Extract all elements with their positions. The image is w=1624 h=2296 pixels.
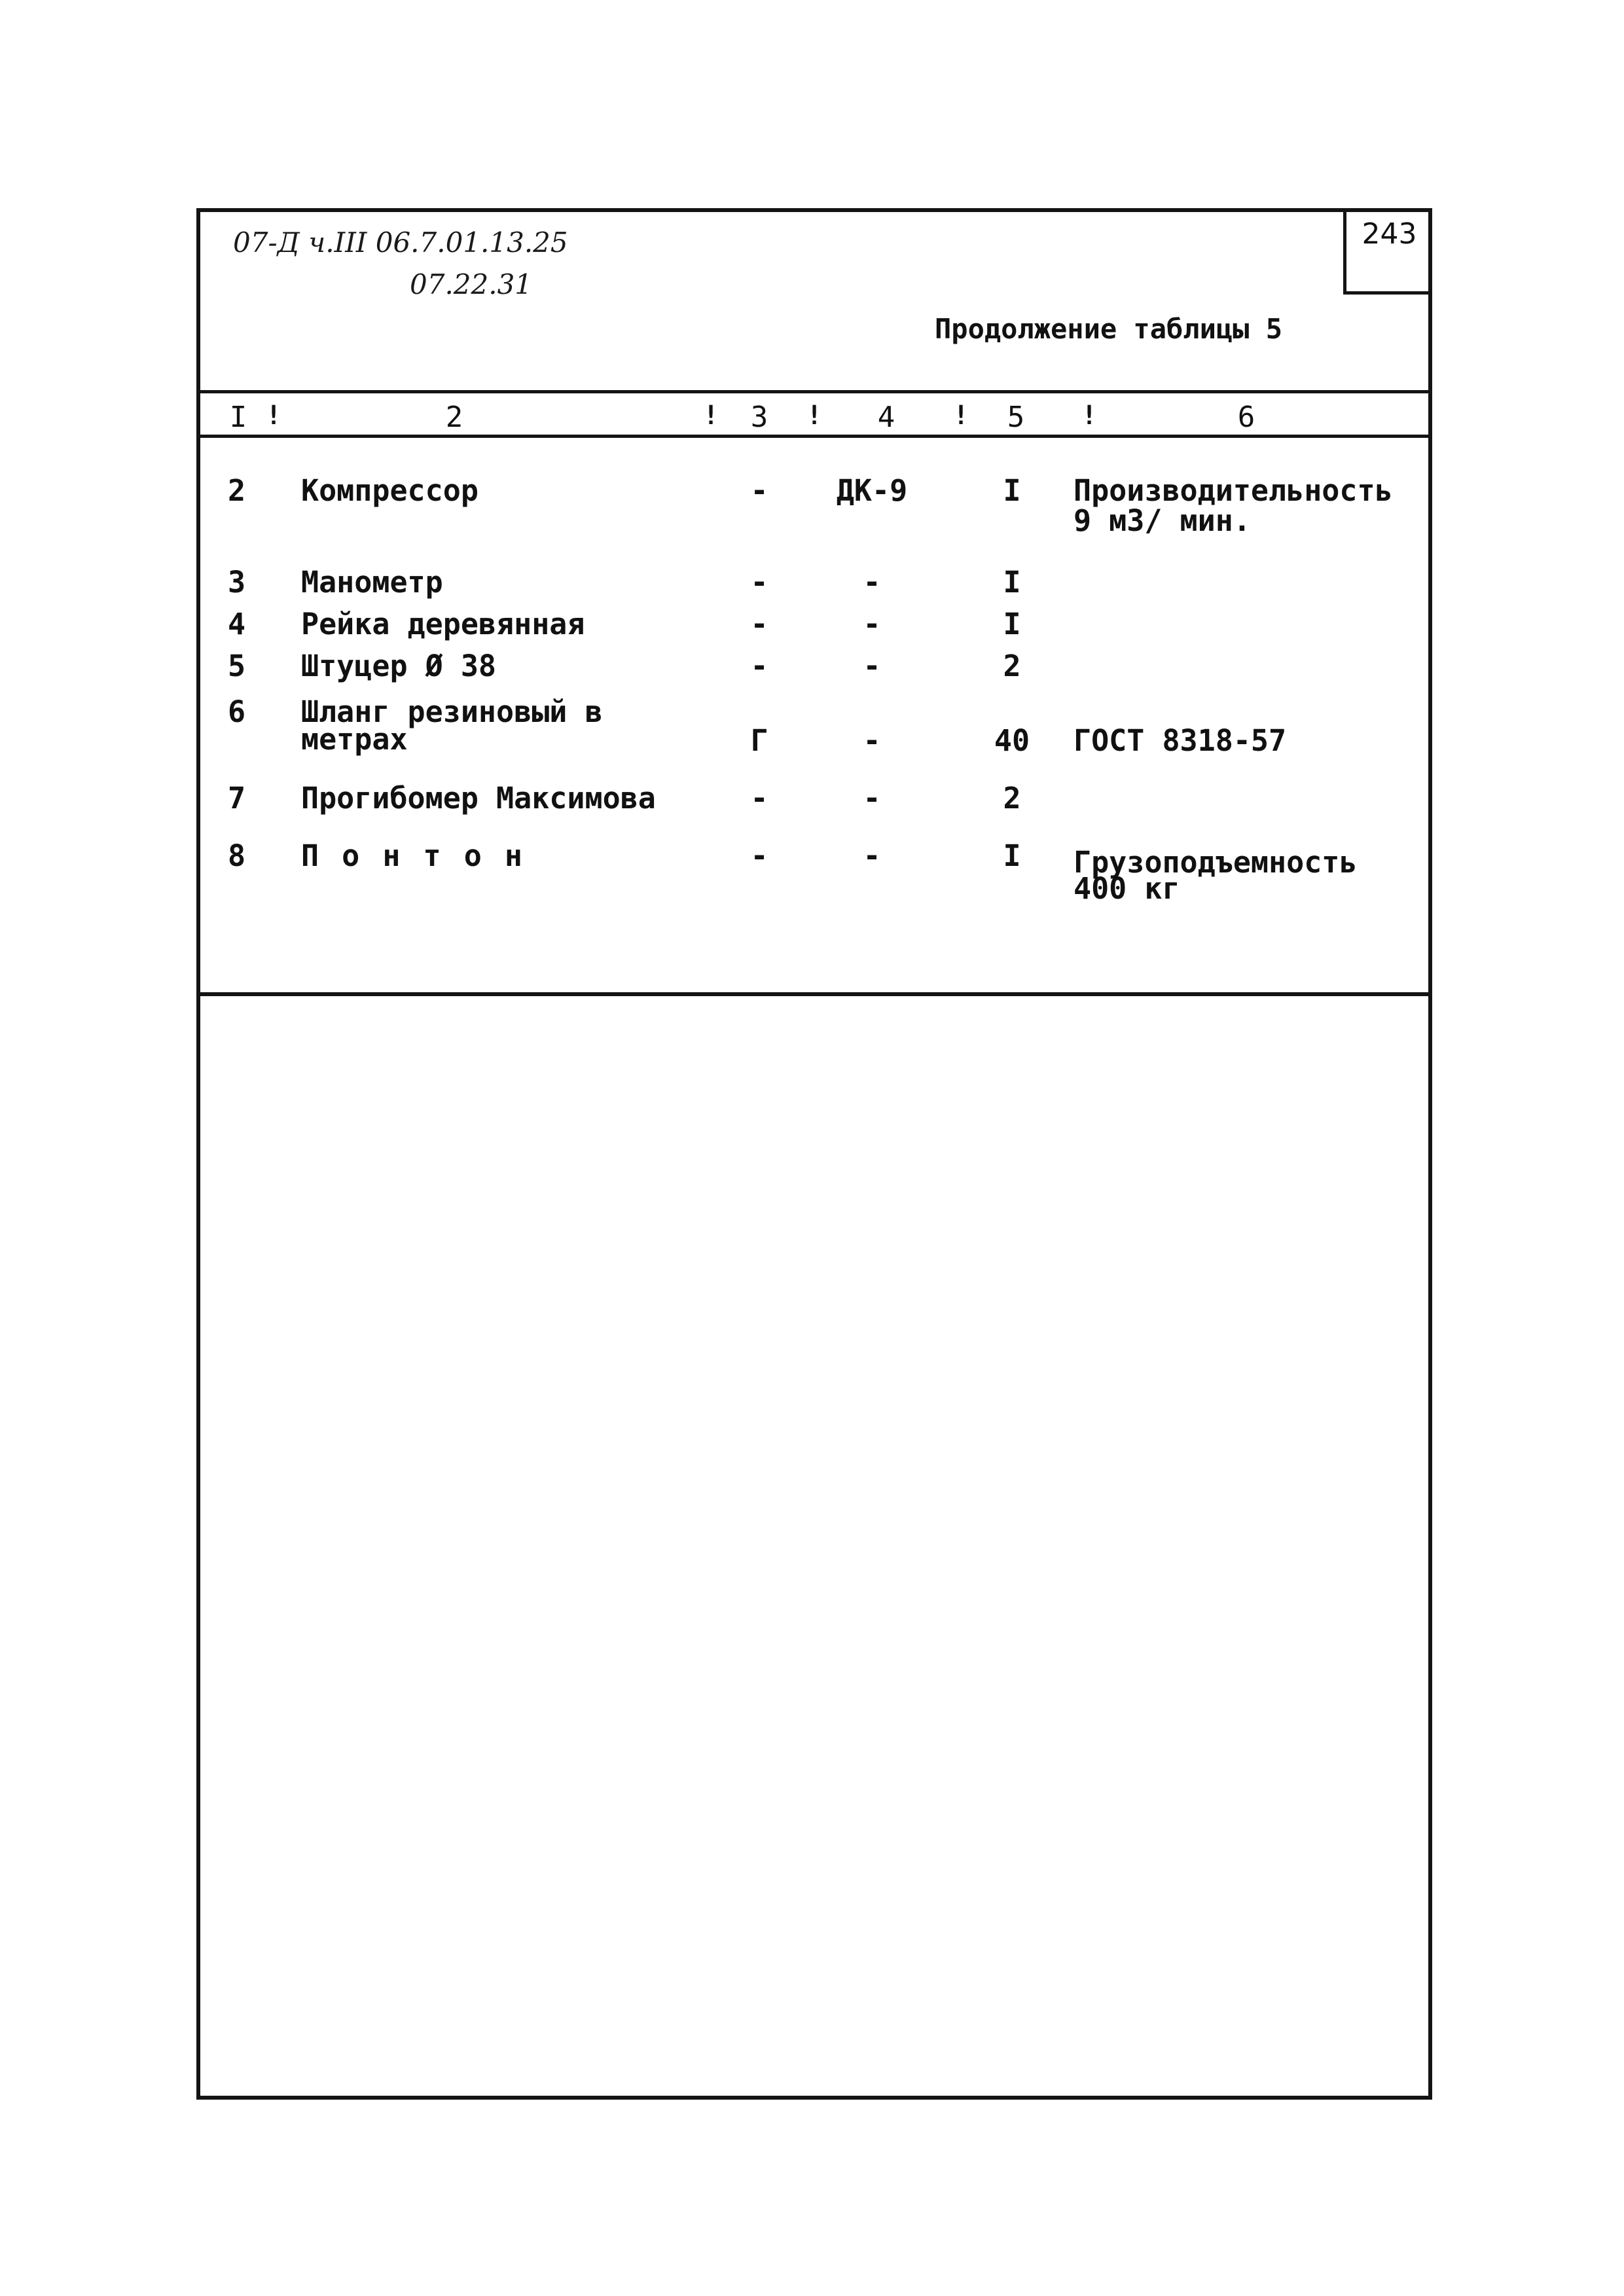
column-number: 3 — [750, 401, 768, 434]
row-number: 2 — [228, 473, 246, 508]
item-note: ГОСТ 8318-57 — [1074, 723, 1287, 758]
header-bottom-rule — [200, 435, 1428, 438]
page-number: 243 — [1343, 208, 1432, 295]
column-separator: ! — [952, 401, 969, 431]
item-note-line2: 400 кг — [1074, 871, 1180, 906]
column-number: I — [229, 401, 247, 434]
item-name: П о н т о н — [301, 838, 526, 873]
column-number: 2 — [445, 401, 463, 434]
item-name-line2: метрах — [301, 722, 408, 757]
column-number: 4 — [877, 401, 895, 434]
document-code-secondary: 07.22.31 — [410, 268, 533, 300]
column-separator: ! — [702, 401, 719, 431]
item-name: Рейка деревянная — [301, 607, 585, 641]
row-number: 8 — [228, 838, 246, 873]
item-name: Компрессор — [301, 473, 478, 508]
column-separator: ! — [265, 401, 282, 431]
column-separator: ! — [1081, 401, 1098, 431]
item-note-line2: 9 м3/ мин. — [1074, 503, 1251, 538]
item-name: Шланг резиновый в — [301, 694, 603, 729]
item-name: Прогибомер Максимова — [301, 781, 656, 816]
item-note: Грузоподъемность — [1074, 845, 1358, 880]
row-number: 6 — [228, 694, 246, 729]
table-bottom-rule — [200, 992, 1428, 996]
table-top-rule — [200, 390, 1428, 393]
item-note: Производительность — [1074, 473, 1393, 508]
document-code: 07-Д ч.III 06.7.01.13.25 — [233, 226, 568, 259]
column-number: 6 — [1237, 401, 1255, 434]
table-caption: Продолжение таблицы 5 — [935, 313, 1283, 345]
column-separator: ! — [806, 401, 823, 431]
row-number: 5 — [228, 649, 246, 683]
column-number: 5 — [1007, 401, 1025, 434]
row-number: 3 — [228, 565, 246, 600]
row-number: 4 — [228, 607, 246, 641]
item-name: Манометр — [301, 565, 443, 600]
item-name: Штуцер Ø 38 — [301, 649, 497, 683]
row-number: 7 — [228, 781, 246, 816]
